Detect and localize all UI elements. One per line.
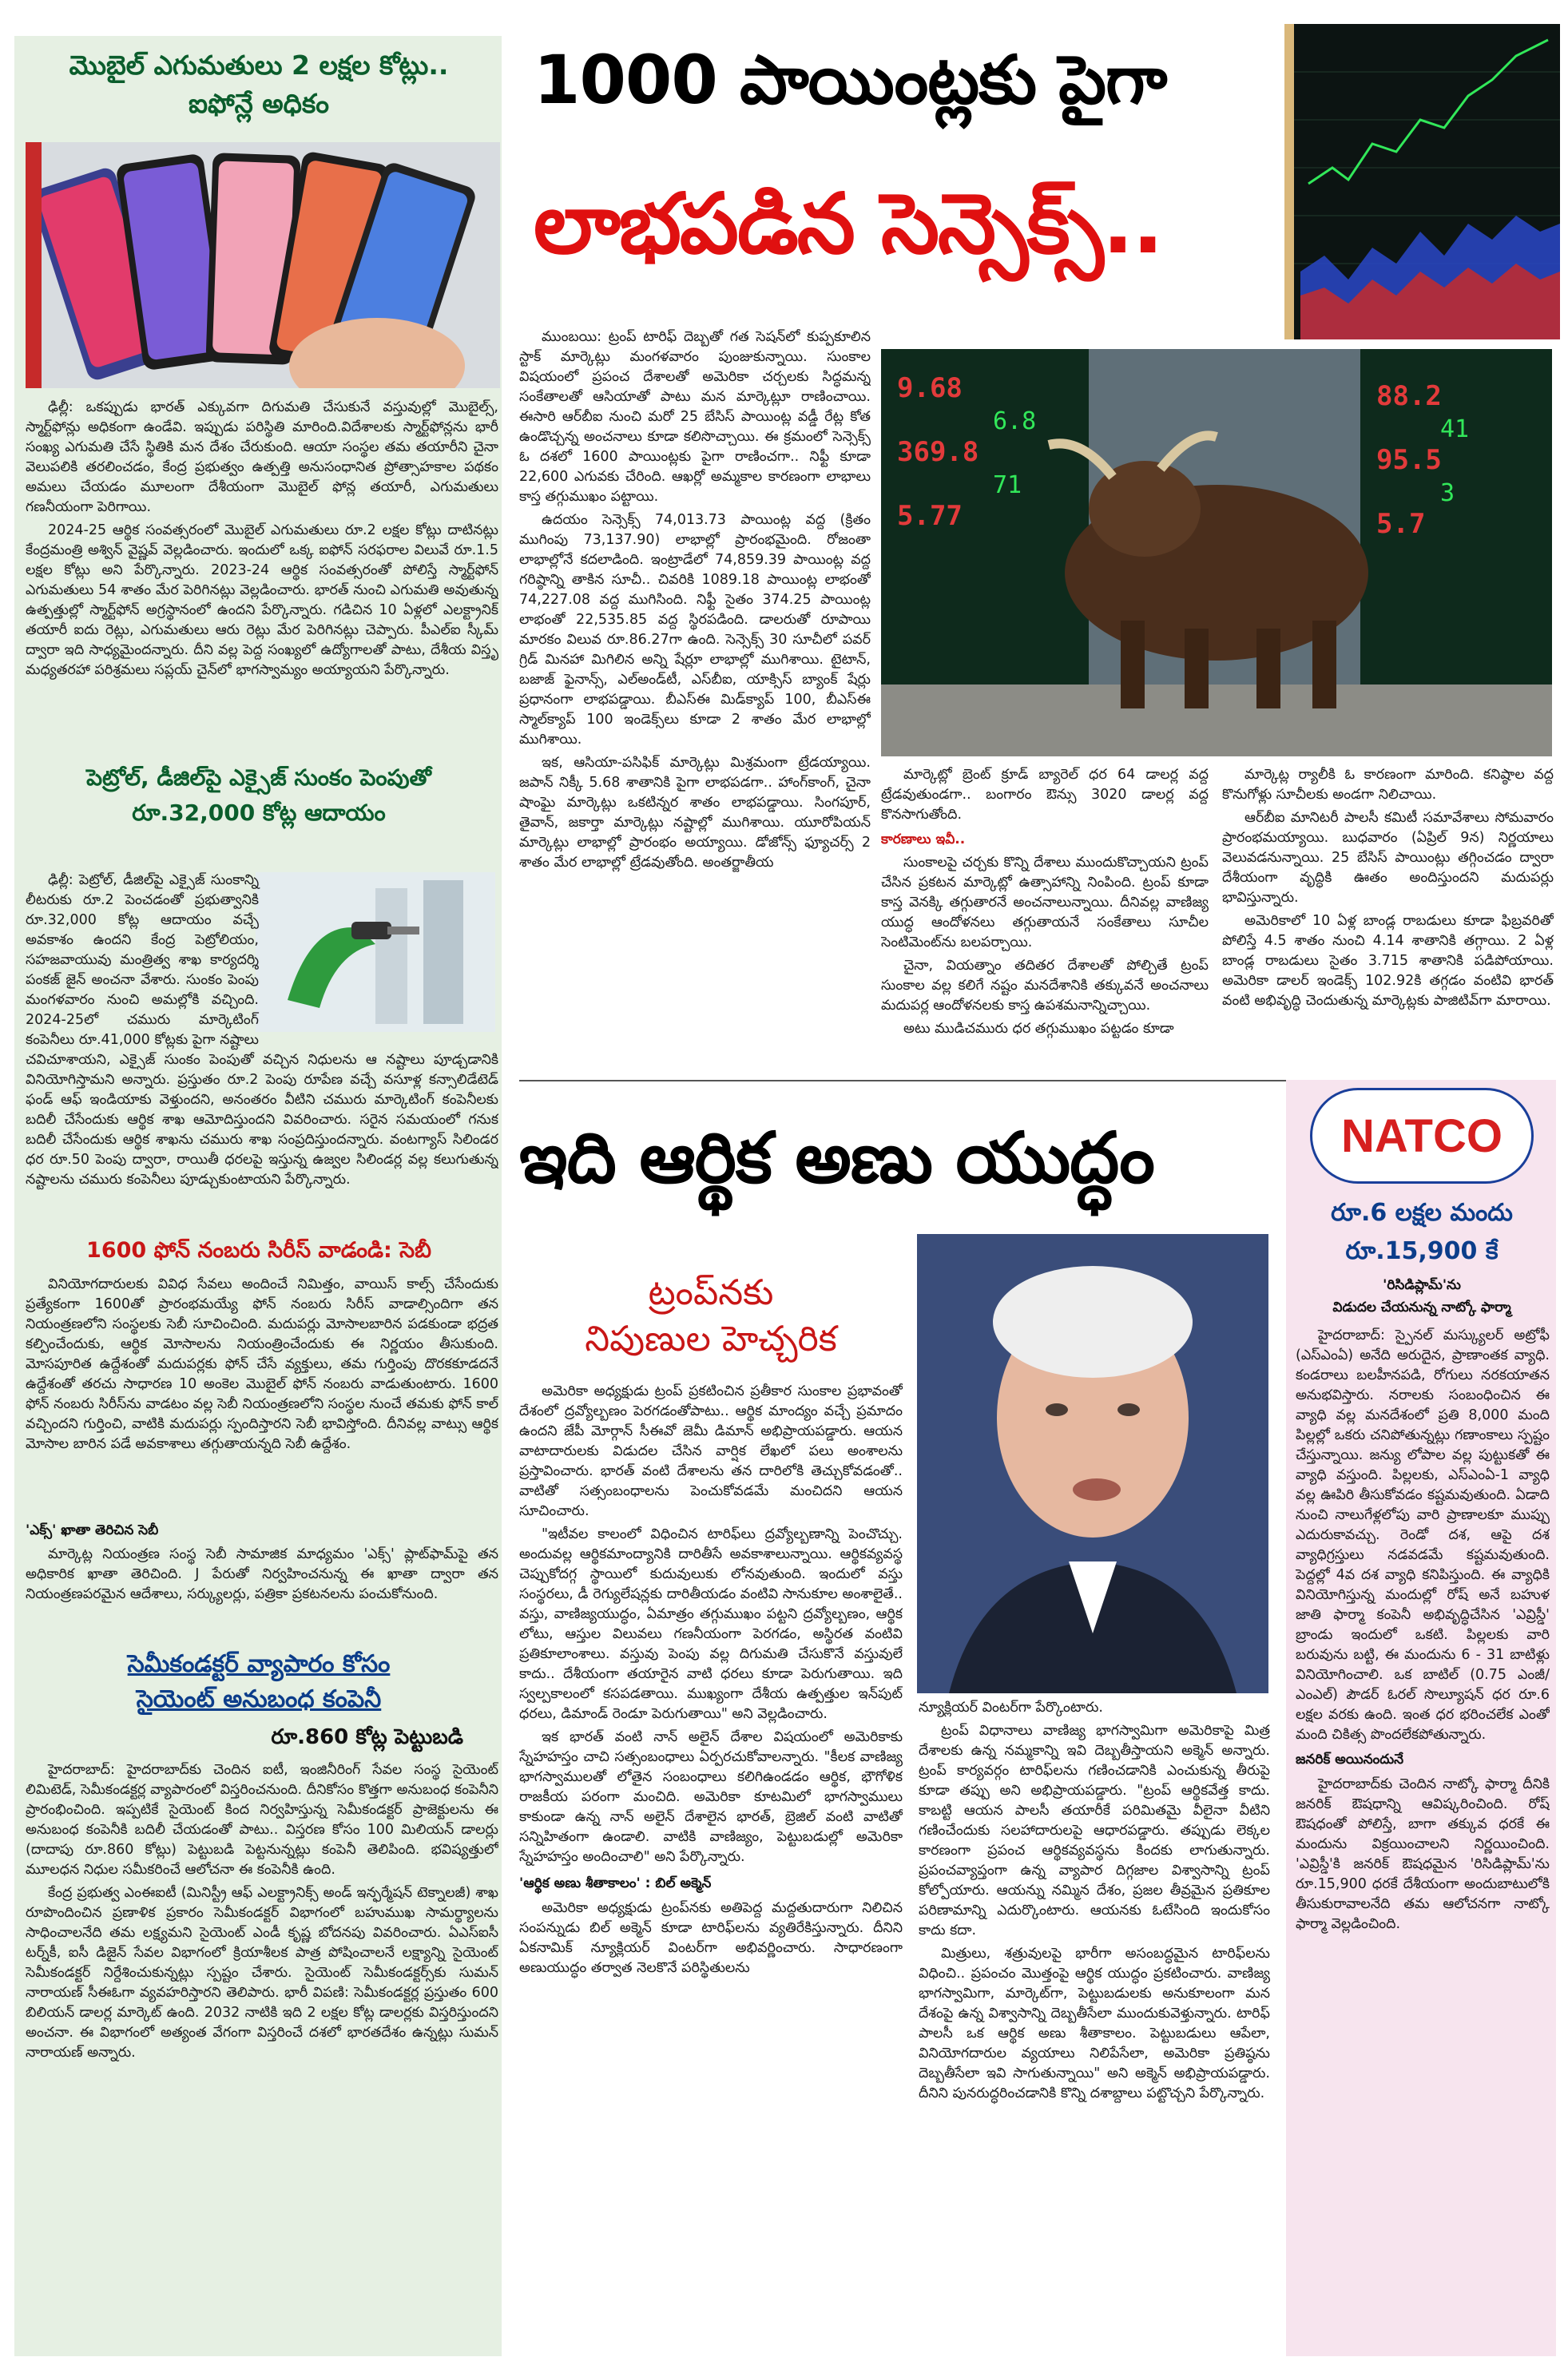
- natco-subline: 'రిసిడిప్లామ్'ను విడుదల చేయనున్న నాట్కో ఫార్మా: [1332, 1277, 1511, 1315]
- svg-text:9.68: 9.68: [897, 372, 963, 404]
- ackman-subhead: 'ఆర్థిక అణు శీతాకాలం' : బిల్ అక్మెన్: [519, 1875, 712, 1891]
- natco-body: హైదరాబాద్: స్పైనల్ మస్క్యులర్ అట్రోఫీ (ఎస్ఎంఏ) అనేది అరుదైన, ప్రాణాంతక వ్యాధి. కండరాలు బలహీనపడి, రోగులు నరకయాతన అనుభవిస్తారు. నరాలకు సంబంధించిన ఈ వ్యాధి వల్ల మనదేశంలో ప్రతి 8,000 మంది పిల్లల్లో ఒకరు చనిపోతున్నట్లు గణాంకాలు స్పష్టం చేస్తున్నాయి. జన్యు లోపాల వల్ల పుట్టుకతో ఈ వ్యాధి వస్తుంది. పిల్లలకు, ఎస్ఎంఏ-1 వ్యాధి వల్ల ఊపిరి తీసుకోవడం కష్టమవుతుంది. ఏడాది నుంచి నాలుగేళ్లలోపు వారి ప్రాణాలకూ ముప్పు ఎదురుకావచ్చు. రెండో దశ, ఆపై దశ వ్యాధిగ్రస్తులు నడవడమే కష్టమవుతుంది. పెద్దల్లో 4వ దశ వ్యాధి కనిపిస్తుంది. ఈ వ్యాధికి వినియోగిస్తున్న మందుల్లో రోష్ అనే బహుళ జాతి ఫార్మా కంపెనీ అభివృద్ధిచేసిన 'ఎవ్రిస్డీ' బ్రాండు ఇందులో ఒకటి. పిల్లలకు వారి బరువును బట్టి, ఈ మందును 6 - 31 బాటిళ్లు వినియోగించాలి. ఒక బాటిల్ (0.75 ఎంజీ/ఎంఎల్) పౌడర్ ఓరల్ సొల్యూషన్ ధర రూ.6 లక్షల వరకు ఉంది. ఇంత ధర భరించలేక ఎంతో మంది చికిత్స పొందలేకపోతున్నారు. జనరిక్ అయినందునే హైదరాబాద్‌కు చెందిన నాట్కో ఫార్మా దీనికి జనరిక్ ఔషధాన్ని ఆవిష్కరించింది. రోష్ ఔషధంతో పోలిస్తే, బాగా తక్కువ ధరకే ఈ మందును విక్రయించాలని నిర్ణయించింది. 'ఎవ్రిస్డీ'కి జనరిక్ ఔషధమైన 'రిసిడిప్లామ్'ను రూ.15,900 ధరకే దేశీయంగా అందుబాటులోకి తీసుకురావాలనేది తమ ఆలోచనగా నాట్కో ఫార్మా వెల్లడించింది.: [1296, 1327, 1550, 1932]
- bull-illustration: [881, 349, 1552, 756]
- bull-market-photo: [881, 349, 1552, 756]
- sebi-body-2: మార్కెట్ల నియంత్రణ సంస్థ సెబీ సామాజిక మాధ్యమం 'ఎక్స్' ప్లాట్‌ఫామ్‌పై తన అధికారిక ఖాతా తెరిచింది. J పేరుతో నిర్వహించనున్న ఈ ఖాతా ద్వారా తన నియంత్రణపరమైన ఆదేశాలు, సర్క్యులర్లు, పత్రికా ప్రకటనలను పంచుకోనుంది.: [26, 1546, 498, 1602]
- phones-illustration: [26, 142, 500, 388]
- petrol-headline: పెట్రోల్, డీజిల్‌పై ఎక్సైజ్ సుంకం పెంపుతో రూ.32,000 కోట్ల ఆదాయం: [86, 764, 431, 826]
- natco-logo: [1310, 1088, 1534, 1184]
- war-body-right: న్యూక్లియర్ వింటర్‌గా పేర్కొంటారు. ట్రంప్ విధానాలు వాణిజ్య భాగస్వామిగా అమెరికాపై మిత్ర దేశాలకు ఉన్న నమ్మకాన్ని ఇవి దెబ్బతీస్తాయని అక్మెన్ అన్నారు. ట్రంప్ కార్యవర్గం టారిఫ్‌లను గణించడానికి ఎంచుకున్న తీరుపై కూడా తప్పు అని అభిప్రాయపడ్డారు. "ట్రంప్ ఆర్థికవేత్త కాదు. కాబట్టి ఆయన పాలసీ తయారీకే పరిమితమై వీలైనా వీటిని గణించేందుకు సలహాదారులపై ఆధారపడ్డారు. తప్పుడు లెక్కల కారణంగా ప్రపంచ ఆర్థికవ్యవస్థను కిందకు లాగుతున్నారు. ప్రపంచవ్యాప్తంగా ఉన్న వ్యాపార దిగ్గజాల విశ్వాసాన్ని ట్రంప్ కోల్పోయారు. ఆయన్ను నమ్మిన దేశం, ప్రజల తీవ్రమైన ప్రతికూల పరిణామాన్ని ఎదుర్కొంటారు. ఆయనకు ఓటేసింది ఇందుకోసం కాదు కదా. మిత్రులు, శత్రువులపై భారీగా అసంబద్ధమైన టారిఫ్‌లను విధించి.. ప్రపంచం మొత్తంపై ఆర్థిక యుద్ధం ప్రకటించారు. వాణిజ్య భాగస్వామిగా, మార్కెట్‌గా, పెట్టుబడులకు అనుకూలంగా మన దేశంపై ఉన్న విశ్వాసాన్ని దెబ్బతీసేలా ముందుకువెళ్తున్నారు. టారిఫ్ పాలసీ ఒక ఆర్థిక అణు శీతాకాలం. పెట్టుబడులు ఆపేలా, వినియోగదారుల వ్యయాలు నిలిపేసేలా, అమెరికా ప్రతిష్ఠను దెబ్బతీసేలా ఇవి సాగుతున్నాయి" అని అక్మెన్ అభిప్రాయపడ్డారు. దీనిని పునరుద్ధరించడానికి కొన్ని దశాబ్దాలు పట్టొచ్చని పేర్కొన్నారు.: [919, 1700, 1270, 2101]
- sensex-chart-photo: [1284, 24, 1560, 339]
- natco-logo-text: NATCO: [1341, 1109, 1503, 1162]
- mobile-body: ఢిల్లీ: ఒకప్పుడు భారత్ ఎక్కువగా దిగుమతి చేసుకునే వస్తువుల్లో మొబైల్స్, స్మార్ట్‌ఫోన్లు అధికంగా ఉండేవి. ఇప్పుడు పరిస్థితి మారింది.విదేశాలకు స్మార్ట్‌ఫోన్లను భారీ సంఖ్య ఎగుమతి చేసే స్థితికి మన దేశం చేరుకుంది. ఆయా సంస్థల తమ తయారీని చైనా వెలుపలికి తరలించడం, కేంద్ర ప్రభుత్వం ఉత్పత్తి అనుసంధానిత ప్రోత్సాహకాల పథకం అమలు చేయడం మూలంగా దేశీయంగా మొబైల్ ఫోన్ల తయారీ, ఎగుమతులు గణనీయంగా పెరిగాయి. 2024-25 ఆర్థిక సంవత్సరంలో మొబైల్ ఎగుమతులు రూ.2 లక్షల కోట్లు దాటినట్లు కేంద్రమంత్రి అశ్విన్ వైష్ణవ్ వెల్లడించారు. ఇందులో ఒక్క ఐఫోన్ సరఫరాల విలువే రూ.1.5 లక్షల కోట్లు అని పేర్కొన్నారు. 2023-24 ఆర్థిక సంవత్సరంతో పోలిస్తే స్మార్ట్‌ఫోన్ ఎగుమతులు 54 శాతం మేర పెరిగినట్లు వెల్లడించారు. భారత్ నుంచి ఎగుమతి అవుతున్న ఉత్పత్తుల్లో స్మార్ట్‌ఫోన్ అగ్రస్థానంలో ఉందని పేర్కొన్నారు. గడిచిన 10 ఏళ్లలో ఎలక్ట్రానిక్ తయారీ ఐదు రెట్లు, ఎగుమతులు ఆరు రెట్లు మేర పెరిగినట్లు చెప్పారు. పీఎల్‌ఐ స్కీమ్ ద్వారా ఇది సాధ్యమైందన్నారు. దీని వల్ల పెద్ద సంఖ్యలో ఉద్యోగాలతో పాటు, దేశీయ విస్తృ మధ్యతరహా పరిశ్రమలు సప్లయ్ చైన్‌లో భాగస్వామ్యం అయ్యాయని పేర్కొన్నారు.: [26, 399, 498, 678]
- sensex-body-mid: మార్కెట్లో బ్రెంట్ క్రూడ్ బ్యారెల్ ధర 64 డాలర్ల వద్ద ట్రేడవుతుండగా.. బంగారం ఔన్సు 3020 డాలర్ల వద్ద కొనసాగుతోంది. కారణాలు ఇవీ.. సుంకాలపై చర్చకు కొన్ని దేశాలు ముందుకొచ్చాయని ట్రంప్ చేసిన ప్రకటన మార్కెట్లో ఉత్సాహాన్ని నింపింది. ట్రంప్ కూడా కాస్త వెనక్కి తగ్గుతారనే అంచనాలున్నాయి. దీనివల్ల వాణిజ్య యుద్ధ ఆందోళనలు తగ్గుతాయనే సంకేతాలు సూచీల సెంటిమెంట్‌ను బలపర్చాయి. చైనా, వియత్నాం తదితర దేశాలతో పోల్చితే ట్రంప్ సుంకాల వల్ల కలిగే నష్టం మనదేశానికి తక్కువనే అంచనాలు మదుపర్ల ఆందోళనలకు కాస్త ఉపశమనాన్నిచ్చాయి. అటు ముడిచమురు ధర తగ్గుముఖం పట్టడం కూడా: [881, 767, 1209, 1037]
- semicon-subline: రూ.860 కోట్ల పెట్టుబడి: [271, 1725, 463, 1749]
- svg-text:95.5: 95.5: [1376, 444, 1442, 476]
- natco-headline: రూ.6 లక్షల మందు రూ.15,900 కే: [1331, 1199, 1513, 1265]
- svg-text:88.2: 88.2: [1376, 380, 1442, 412]
- phones-photo: [26, 142, 500, 388]
- sensex-body-right: మార్కెట్ల ర్యాలీకి ఓ కారణంగా మారింది. కనిష్ఠాల వద్ద కొనుగోళ్లు సూచీలకు అండగా నిలిచాయి. ఆర్‌బీఐ మానిటరీ పాలసీ కమిటీ సమావేశాలు సోమవారం ప్రారంభమయ్యాయి. బుధవారం (ఏప్రిల్ 9న) నిర్ణయాలు వెలువడనున్నాయి. 25 బేసిస్ పాయింట్లు తగ్గించడం ద్వారా దేశీయంగా వృద్ధికి ఊతం అందిస్తుందని మదుపర్లు భావిస్తున్నారు. అమెరికాలో 10 ఏళ్ల బాండ్ల రాబడులు కూడా ఫిబ్రవరితో పోలిస్తే 4.5 శాతం నుంచి 4.14 శాతానికి తగ్గాయి. 2 ఏళ్ల బాండ్ల రాబడులు సైతం 3.715 శాతానికి పడిపోయాయి. అమెరికా డాలర్ ఇండెక్స్ 102.92కి తగ్గడం వంటివి భారత్ వంటి అభివృద్ధి చెందుతున్న మార్కెట్లకు పాజిటివ్‌గా మారాయి.: [1222, 767, 1554, 1009]
- dimon-photo: [917, 1234, 1268, 1693]
- war-subhead: ట్రంప్‌నకు నిపుణుల హెచ్చరిక: [585, 1272, 837, 1359]
- dimon-portrait: [917, 1234, 1268, 1693]
- sensex-body-left: ముంబయి: ట్రంప్ టారిఫ్ దెబ్బతో గత సెషన్‌లో కుప్పకూలిన స్టాక్ మార్కెట్లు మంగళవారం పుంజుకున్నాయి. సుంకాల విషయంలో ప్రపంచ దేశాలతో అమెరికా చర్చలకు సిద్ధమన్న సంకేతాలతో ఆసియాతో పాటు మన మార్కెట్లూ రాణించాయి. ఈసారి ఆర్‌బీఐ నుంచి మరో 25 బేసిస్ పాయింట్ల వడ్డీ రేట్ల కోత ఉండొచ్చన్న అంచనాలు కూడా కలిసొచ్చాయి. ఈ క్రమంలో సెన్సెక్స్ ఓ దశలో 1600 పాయింట్లకు పైగా రాణించగా.. నిఫ్టీ కూడా 22,600 ఎగువకు చేరింది. ఆఖర్లో అమ్మకాల కారణంగా లాభాలు కాస్త తగ్గుముఖం పట్టాయి. ఉదయం సెన్సెక్స్ 74,013.73 పాయింట్ల వద్ద (క్రితం ముగింపు 73,137.90) లాభాల్లో ప్రారంభమైంది. రోజంతా లాభాల్లోనే కదలాడింది. ఇంట్రాడేలో 74,859.39 పాయింట్ల వద్ద గరిష్ఠాన్ని తాకిన సూచీ.. చివరికి 1089.18 పాయింట్ల లాభంతో 74,227.08 వద్ద ముగిసింది. నిఫ్టీ సైతం 374.25 పాయింట్ల లాభంతో 22,535.85 వద్ద స్థిరపడింది. డాలరుతో రూపాయి మారకం విలువ రూ.86.27గా ఉంది. సెన్సెక్స్ 30 సూచీలో పవర్ గ్రిడ్ మినహా మిగిలిన అన్ని షేర్లూ లాభాల్లో ముగిశాయి. టైటాన్, బజాజ్ ఫైనాన్స్, ఎల్‌అండ్‌టీ, ఎస్‌బీఐ, యాక్సిస్ బ్యాంక్ షేర్లు ప్రధానంగా లాభపడ్డాయి. బీఎస్‌ఈ మిడ్‌క్యాప్ 100, బీఎస్‌ఈ స్మాల్‌క్యాప్ 100 ఇండెక్స్‌లు కూడా 2 శాతం మేర లాభాల్లో ముగిశాయి. ఇక, ఆసియా-పసిఫిక్ మార్కెట్లు మిశ్రమంగా ట్రేడయ్యాయి. జపాన్ నిక్కీ 5.68 శాతానికి పైగా లాభపడగా.. హాంగ్‌కాంగ్, చైనా షాంఘై మార్కెట్లు ఒకటిన్నర శాతం లాభపడ్డాయి. సింగపూర్, తైవాన్, జకార్తా మార్కెట్లు నష్టాల్లో ముగిశాయి. యూరోపియన్ మార్కెట్లు లాభాల్లో ప్రారంభం అయ్యాయి. డోజోన్స్ ఫ్యూచర్స్ 2 శాతం మేర లాభాల్లో ట్రేడవుతోంది. అంతర్జాతీయ: [519, 329, 871, 871]
- petrol-body: ఢిల్లీ: పెట్రోల్, డీజిల్‌పై ఎక్సైజ్ సుంకాన్ని లీటరుకు రూ.2 పెంచడంతో ప్రభుత్వానికి రూ.32,000 కోట్ల ఆదాయం వచ్చే అవకాశం ఉందని కేంద్ర పెట్రోలియం, సహజవాయువు మంత్రిత్వ శాఖ కార్యదర్శి పంకజ్ జైన్ అంచనా వేశారు. సుంకం పెంపు మంగళవారం నుంచి అమల్లోకి వచ్చింది. 2024-25లో చమురు మార్కెటింగ్ కంపెనీలు రూ.41,000 కోట్లకు పైగా నష్టాలు చవిచూశాయని, ఎక్సైజ్ సుంకం పెంపుతో వచ్చిన నిధులను ఆ నష్టాలు పూడ్చడానికి వినియోగిస్తామని అన్నారు. ప్రస్తుతం రూ.2 పెంపు రూపేణ వచ్చే వసూళ్ల కన్సాలిడేటెడ్ ఫండ్ ఆఫ్ ఇండియాకు వెళ్తుందని, అనంతరం వీటిని చమురు మార్కెటింగ్ కంపెనీలకు బదిలీ చేసేందుకు ఆర్థిక శాఖ ఆమోదిస్తుందని వివరించారు. సరైన సమయంలో గనుక బదిలీ చేసేందుకు ఆర్థిక శాఖను చమురు శాఖ సంప్రదిస్తుందన్నారు. వంటగ్యాస్ సిలిండర ధర రూ.50 పెంపు ద్వారా, రాయితీ ధరలపై ఇస్తున్న ఉజ్వల సిలిండర్ల వల్ల కలుగుతున్న నష్టాలను చమురు కంపెనీలు పూడ్చుకుంటాయని పేర్కొన్నారు.: [26, 872, 498, 1188]
- svg-text:3: 3: [1440, 479, 1455, 507]
- svg-text:5.77: 5.77: [897, 500, 963, 532]
- svg-text:5.7: 5.7: [1376, 508, 1426, 540]
- natco-subhead: జనరిక్ అయినందునే: [1296, 1752, 1404, 1768]
- sebi-headline: 1600 ఫోన్ నంబరు సిరీస్ వాడండి: సెబీ: [86, 1238, 431, 1263]
- svg-text:41: 41: [1440, 415, 1470, 443]
- semicon-headline: సెమీకండక్టర్ వ్యాపారం కోసం సైయెంట్ అనుబంధ కంపెనీ: [127, 1650, 391, 1713]
- svg-text:71: 71: [993, 471, 1022, 499]
- mobile-headline: మొబైల్ ఎగుమతులు 2 లక్షల కోట్లు.. ఐఫోన్లే అధికం: [69, 50, 449, 119]
- war-body-left: అమెరికా అధ్యక్షుడు ట్రంప్ ప్రకటించిన ప్రతీకార సుంకాల ప్రభావంతో దేశంలో ద్రవ్యోల్బణం పెరగడంతోపాటు.. ఆర్థిక మాంద్యం వచ్చే ప్రమాదం ఉందని జేపీ మోర్గాన్ సీఈవో జెమీ డిమాన్ అభిప్రాయపడ్డారు. ఆయన వాటాదారులకు విడుదల చేసిన వార్షిక లేఖలో పలు అంశాలను ప్రస్తావించారు. భారత్ వంటి దేశాలను తన దారిలోకి తెచ్చుకోవడంతో.. వాటితో సత్సంబంధాలను పెంచుకోవడమే మంచిదని ఆయన సూచించారు. "ఇటీవల కాలంలో విధించిన టారిఫ్‌లు ద్రవ్యోల్బణాన్ని పెంచొచ్చు. అందువల్ల ఆర్థికమాంద్యానికి దారితీసే అవకాశాలున్నాయి. ఆర్థికవ్యవస్థ చెప్పుకోదగ్గ స్థాయిలో కుదువులుకు లోనవుతుంది. ఇందులో వస్తు సంస్థరలు, డీ రెగ్యులేషన్లకు దారితీయడం వంటివి సానుకూల అంశాలైతే.. వస్తు, వాణిజ్యయుద్ధం, ఏమాత్రం తగ్గుముఖం పట్టని ద్రవ్యోల్బణం, ఆర్థిక లోటు, ఆస్తుల విలువలు గణనీయంగా పెరగడం, అస్థిరత వంటివి ప్రతికూలాంశాలు. వస్తువు పెంపు వల్ల దిగుమతి చేసుకొనే వస్తువులే కాదు.. దేశీయంగా తయారైన వాటి ధరలు కూడా పెరుగుతాయి. ఇది స్వల్పకాలంలో కసపడతాయి. ముఖ్యంగా దేశీయ ఉత్పత్తుల ఇన్‌పుట్ ధరలు, డిమాండ్ రెండూ పెరుగుతాయి" అని వెల్లడించారు. ఇక భారత్ వంటి నాన్ అలైన్ దేశాల విషయంలో అమెరికాకు స్నేహహస్తం చాచి సత్సంబంధాలు ఏర్పరచుకోవాలన్నారు. "కీలక వాణిజ్య భాగస్వాములతో లోతైన సంబంధాలు కలిగిఉండడం ఆర్థిక, భౌగోళిక రాజకీయ పరంగా మంచిది. అమెరికా కూటమిలో భాగస్వాములు కాకుండా ఉన్న నాన్ అలైన్ దేశాలైన భారత్, బ్రెజిల్ వంటి వాటితో సన్నిహితంగా ఉండాలి. వాటికి వాణిజ్యం, పెట్టుబడుల్లో అమెరికా స్నేహహస్తం అందించాలి" అని పేర్కొన్నారు. 'ఆర్థిక అణు శీతాకాలం' : బిల్ అక్మెన్ అమెరికా అధ్యక్షుడు ట్రంప్‌నకు అతిపెద్ద మద్దతుదారుగా నిలిచిన సంపన్నుడు బిల్ అక్మెన్ కూడా టారిఫ్‌లను వ్యతిరేకిస్తున్నారు. దీనిని ఏకనామిక్ న్యూక్లియర్ వింటర్‌గా అభివర్ణించారు. సాధారణంగా అణుయుద్ధం తర్వాత నెలకొనే పరిస్థితులను: [519, 1383, 903, 1976]
- stock-chart-illustration: [1284, 24, 1560, 339]
- semicon-body: హైదరాబాద్: హైదరాబాద్‌కు చెందిన ఐటీ, ఇంజినీరింగ్ సేవల సంస్థ సైయెంట్ లిమిటెడ్, సెమీకండక్టర్ల వ్యాపారంలో విస్తరించనుంది. దీనికోసం కొత్తగా అనుబంధ కంపెనీని ప్రారంభించింది. ఇప్పటికే సైయెంట్ కింద నిర్వహిస్తున్న సెమీకండక్టర్ ప్రాజెక్టులను ఈ అనుబంధ కంపెనీకి బదిలీ చేయడంతో పాటు.. విస్తరణ కోసం 100 మిలియన్ డాలర్లు (దాదాపు రూ.860 కోట్లు) పెట్టుబడి పెట్టనున్నట్లు కంపెనీ తెలిపింది. భవిష్యత్తులో మూలధన నిధుల సమీకరించే ఆలోచనా ఈ కంపెనీకి ఉంది. కేంద్ర ప్రభుత్వ ఎంఈఐటీ (మినిస్ట్రీ ఆఫ్ ఎలక్ట్రానిక్స్ అండ్ ఇన్ఫర్మేషన్ టెక్నాలజీ) శాఖ రూపొందించిన ప్రణాళిక ప్రకారం సెమీకండక్టర్ విభాగంలో బహుముఖ సామర్థ్యాలను సాధించాలనేది తమ లక్ష్యమని సైయెంట్ ఎండీ కృష్ణ బోదనపు వివరించారు. ఏఎస్ఐసీ టర్న్‌కీ, ఐసీ డిజైన్ సేవల విభాగంలో క్రియాశీలక పాత్ర పోషించాలనే లక్ష్యాన్ని సైయెంట్ సెమీకండక్టర్ నిర్దేశించుకున్నట్లు స్పష్టం చేశారు. సైయెంట్ సెమీకండక్టర్స్‌కు సుమన్ నారాయణ్ సీఈఓగా వ్యవహరిస్తారని తెలిపారు. భారీ విపణి: సెమీకండక్టర్ల ప్రస్తుతం 600 బిలియన్ డాలర్ల మార్కెట్ ఉంది. 2032 నాటికి ఇది 2 లక్షల కోట్ల డాలర్లకు విస్తరిస్తుందని అంచనా. ఈ విభాగంలో అత్యంత వేగంగా విస్తరించే దశలో భారతదేశం ఉన్నట్లు సుమన్ నారాయణ్ అన్నారు.: [26, 1762, 498, 2061]
- svg-text:6.8: 6.8: [993, 407, 1037, 435]
- sebi-subhead: 'ఎక్స్' ఖాతా తెరిచిన సెబీ: [26, 1522, 159, 1538]
- sebi-body: వినియోగదారులకు వివిధ సేవలు అందించే నిమిత్తం, వాయిస్ కాల్స్ చేసేందుకు ప్రత్యేకంగా 1600తో ప్రారంభమయ్యే ఫోన్ నంబరు సిరీస్ వాడాల్సిందిగా తన నియంత్రణలోని సంస్థలకు సెబీ సూచించింది. మదుపర్లు మోసాలబారిన పడకుండా భద్రత కల్పించేందుకు, ఆర్థిక మోసాలను నియంత్రించేందుకు ఈ నిర్ణయం తీసుకుంది. మోసపూరిత ఉద్దేశంతో మదుపర్లకు ఫోన్ చేసే వ్యక్తులు, తమ గుర్తింపు దొరకకూడదనే ఉద్దేశంతో తరచు సాధారణ 10 అంకెల మొబైల్ ఫోన్ నంబరు వాడుతుంటారు. 1600 ఫోన్ నంబరు సిరీస్‌ను వాడటం వల్ల సెబీ నియంత్రణలోని సంస్థల నుంచే తమకు ఫోన్ కాల్ వచ్చిందని గుర్తించి, వాటికి మదుపర్లు స్పందిస్తారని సెబీ భావిస్తోంది. దీనివల్ల వాట్సు ఆర్థిక మోసాల బారిన పడే అవకాశాలు తగ్గుతాయన్నది సెబీ ఉద్దేశం.: [26, 1276, 498, 1452]
- causes-label: కారణాలు ఇవీ..: [881, 831, 966, 847]
- war-headline: ఇది ఆర్థిక అణు యుద్ధం: [519, 1117, 1154, 1199]
- sensex-headline-line2: లాభపడిన సెన్సెక్స్..: [534, 175, 1162, 272]
- sensex-headline-line1: 1000 పాయింట్లకు పైగా: [534, 41, 1167, 119]
- svg-text:369.8: 369.8: [897, 436, 979, 468]
